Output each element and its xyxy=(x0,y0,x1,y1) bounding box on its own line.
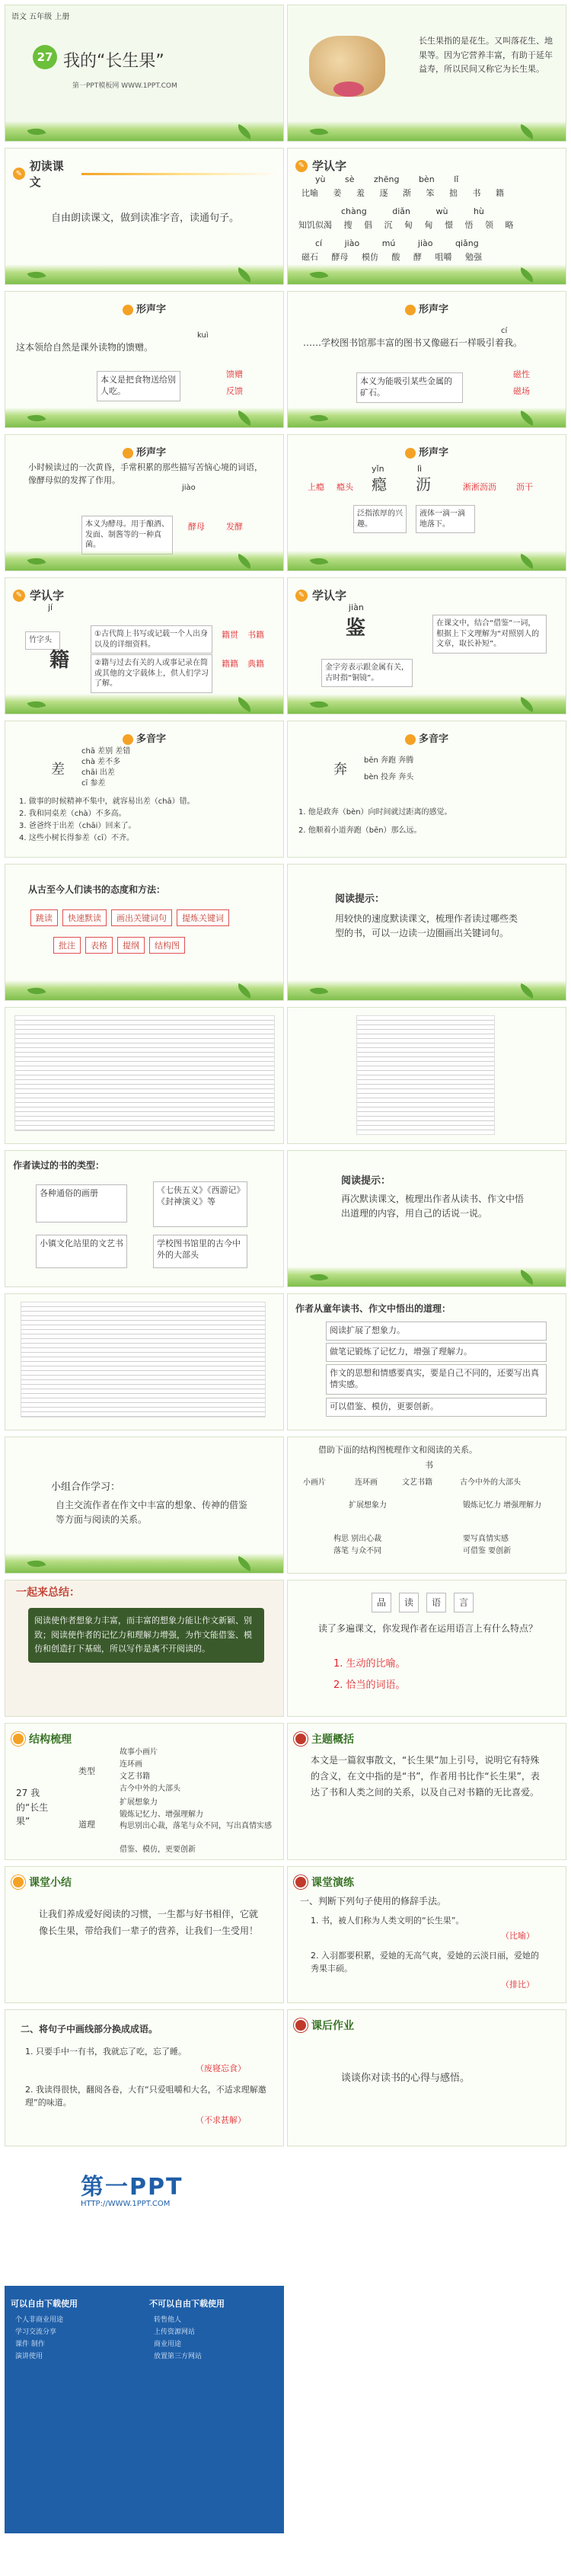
meaning-box: 本义为能吸引某些金属的矿石。 xyxy=(356,372,463,403)
grade-label: 语文 五年级 上册 xyxy=(11,13,70,21)
map-node: 连环画 xyxy=(355,1478,378,1487)
answer: （废寝忘食） xyxy=(196,2063,246,2073)
method-pill: 跳读 xyxy=(30,909,58,926)
slide-book-types xyxy=(5,1150,284,1287)
word: 沉 甸 甸 xyxy=(384,220,433,230)
pinyin: qiǎng xyxy=(455,238,479,248)
page-label xyxy=(5,1294,8,1295)
section-title: 学认字 xyxy=(30,589,65,602)
slide-intro xyxy=(287,5,566,142)
method-pill: 提纲 xyxy=(117,937,145,954)
reading-row: bēn 奔跑 奔腾 xyxy=(364,756,414,765)
word-tag: 反馈 xyxy=(226,386,243,396)
section-title: 课堂演练 xyxy=(311,1877,354,1889)
section-title: 学认字 xyxy=(312,589,347,602)
section-title: 主题概括 xyxy=(311,1734,354,1746)
branch-item: 故事小画片 xyxy=(120,1748,158,1756)
instruction-text: 自由朗读课文，做到读准字音，读通句子。 xyxy=(51,213,240,224)
character: 沥 xyxy=(416,475,431,494)
type-box: 学校图书馆里的古今中外的大部头 xyxy=(153,1235,247,1268)
practice-item: 2. 我读得很快，翻阅各卷，大有“只爱咀嚼和大名，不适求理解邀理”的味道。 xyxy=(25,2085,266,2108)
word-tag: 淅淅沥沥 xyxy=(463,482,496,492)
bell-icon xyxy=(405,448,416,459)
forbidden-title: 不可以自由下载使用 xyxy=(149,2299,225,2309)
meaning-box: ②籍与过去有关的人或事记录在简或其他的文字载体上，供人们学习了解。 xyxy=(91,654,212,693)
reading-row: chā 差别 差错 xyxy=(81,747,131,756)
map-node: 小画片 xyxy=(303,1478,326,1487)
allowed-item: 演讲使用 xyxy=(15,2353,43,2360)
root-node: 书 xyxy=(425,1460,433,1470)
pinyin: jiào xyxy=(417,238,433,248)
question: 作者读过的书的类型： xyxy=(13,1160,105,1171)
tip-title: 阅读提示： xyxy=(335,893,385,905)
word: 憬 悟 xyxy=(445,220,474,230)
section-title: 学认字 xyxy=(312,159,347,173)
example-sentence: 这本领给自然是课外读物的馈赠。 xyxy=(16,342,154,353)
pinyin: diǎn xyxy=(392,206,410,216)
allowed-title: 可以自由下载使用 xyxy=(11,2299,78,2309)
word: 酸 酵 xyxy=(391,252,422,262)
practice-item: 2. 他顺着小道奔跑（bēn）那么远。 xyxy=(298,826,422,835)
word-tag: 典籍 xyxy=(247,659,264,669)
word: 书 籍 xyxy=(472,188,504,198)
slide-phono-yin-li xyxy=(287,434,566,571)
pinyin: lǐ xyxy=(454,174,459,184)
bell-icon: ✎ xyxy=(295,160,308,172)
allowed-item: 学习交流分享 xyxy=(15,2328,57,2336)
tab-label: 品 xyxy=(372,1593,391,1612)
word-tag: 馈赠 xyxy=(226,369,243,379)
word-tag: 沥干 xyxy=(516,482,533,492)
reading-row: chà 差不多 xyxy=(81,758,121,766)
question: 从古至今人们读书的态度和方法： xyxy=(28,884,166,895)
slide-title xyxy=(5,5,284,142)
reading-row: bèn 投奔 奔头 xyxy=(364,773,414,781)
bell-icon: ✎ xyxy=(13,168,25,180)
word-tag: 上瘾 xyxy=(308,482,324,492)
word-tag: 籍籍 xyxy=(222,659,238,669)
section-title: 形声字 xyxy=(418,447,448,459)
method-pill: 快速默读 xyxy=(62,909,107,926)
logo-url: HTTP://WWW.1PPT.COM xyxy=(81,2200,171,2208)
reason-item: 阅读扩展了想象力。 xyxy=(326,1322,547,1341)
reading-row: cī 参差 xyxy=(81,779,106,788)
slide-char-jian xyxy=(287,577,566,714)
character: 奔 xyxy=(333,762,347,778)
pinyin: yǐn xyxy=(372,464,384,474)
slide-phono-jiao xyxy=(5,434,284,571)
reason-item: 可以借鉴、模仿，更要创新。 xyxy=(326,1398,547,1417)
slide-practice-1 xyxy=(287,1866,566,2003)
slide-reading-tip-2 xyxy=(287,1150,566,1287)
theme-body: 本文是一篇叙事散文，“长生果”加上引号，说明它有特殊的含义，在文中指的是“书”，作者用书比作“长生果”，表达了书和人类之间的关系，以及自己对书籍的无比喜爱。 xyxy=(311,1755,540,1798)
bell-icon: ✎ xyxy=(295,590,308,602)
slide-learn-chars xyxy=(287,148,566,285)
word: 领 略 xyxy=(485,220,514,230)
practice-item: 1. 只要手中一有书，我就忘了吃，忘了睡。 xyxy=(25,2047,187,2057)
section-title: 课后作业 xyxy=(311,2020,354,2032)
center-node: 27 我的“长生果” xyxy=(16,1788,49,1827)
section-title: 多音字 xyxy=(136,733,166,745)
pinyin: zhēng xyxy=(373,174,400,184)
word: 逐 渐 xyxy=(379,188,411,198)
slide-polyphone-ben xyxy=(287,721,566,858)
question: 二、将句子中画线部分换成成语。 xyxy=(21,2024,158,2034)
word: 磁石 xyxy=(301,252,318,262)
tip-body: 自主交流作者在作文中丰富的想象、传神的借鉴等方面与阅读的关系。 xyxy=(56,1500,248,1525)
word-tag: 酵母 xyxy=(188,522,205,532)
pinyin: jiào xyxy=(344,238,360,248)
intro-text: 长生果指的是花生。又叫落花生、地果等。因为它营养丰富，有助于延年益寿，所以民间又称它为长生果。 xyxy=(419,36,553,75)
forbidden-item: 转售他人 xyxy=(154,2316,182,2324)
slide-phono-ci xyxy=(287,291,566,428)
tab-row xyxy=(372,1593,474,1612)
map-node: 锻炼记忆力 增强理解力 xyxy=(463,1501,542,1510)
tip-body: 再次默读课文，梳理出作者从读书、作文中悟出道理的内容，用自己的话说一说。 xyxy=(341,1194,525,1219)
tab-label: 语 xyxy=(426,1593,446,1612)
type-box: 小镇文化站里的文艺书 xyxy=(36,1235,127,1268)
radical-tag: 竹字头 xyxy=(25,631,60,650)
allowed-item: 课件 制作 xyxy=(15,2341,45,2348)
pinyin: jiàn xyxy=(349,602,364,612)
slide-lesson-summary xyxy=(5,1866,284,2003)
slide-phono-kui xyxy=(5,291,284,428)
pinyin: jiào xyxy=(182,484,196,492)
slide-structure xyxy=(5,1723,284,1860)
branch-item: 文艺书籍 xyxy=(120,1772,150,1781)
bullet-icon xyxy=(11,1875,25,1889)
meaning-box: 金字旁表示跟金属有关，古时指“铜镜”。 xyxy=(321,659,413,687)
logo: 第一PPT xyxy=(81,2174,183,2200)
reason-item: 做笔记锻炼了记忆力，增强了理解力。 xyxy=(326,1343,547,1362)
branch-item: 锻炼记忆力、增强理解力 xyxy=(120,1811,203,1819)
meaning-box: 泛指浓厚的兴趣。 xyxy=(353,505,407,533)
meaning-box: ①古代简上书写或记载一个人出身以及的详细资料。 xyxy=(91,625,212,654)
bell-icon xyxy=(123,734,133,745)
pinyin: cí xyxy=(501,327,508,335)
word-tag: 籍贯 xyxy=(222,630,238,640)
bullet-icon xyxy=(294,1875,308,1889)
tab-label: 读 xyxy=(399,1593,419,1612)
forbidden-item: 上传资源网站 xyxy=(154,2328,196,2336)
practice-item: 4. 这些小树长得参差（cī）不齐。 xyxy=(19,834,134,842)
map-node: 古今中外的大部头 xyxy=(460,1478,521,1487)
text-page xyxy=(21,1302,266,1417)
word: 模仿 xyxy=(362,252,378,262)
meaning-box: 本义是把食物送给别人吃。 xyxy=(97,371,180,401)
lesson-title: 我的“长生果” xyxy=(63,52,164,71)
text-page xyxy=(356,1015,495,1135)
character: 瘾 xyxy=(372,475,387,494)
practice-item: 1. 他是政奔（bèn）向时间就过距离的感觉。 xyxy=(298,808,452,817)
forbidden-item: 放置第三方网站 xyxy=(154,2353,203,2360)
word: 咀嚼 勉强 xyxy=(435,252,482,262)
map-node: 扩展想象力 xyxy=(349,1501,387,1510)
example-sentence: 小时候读过的一次黄昏，手常积累的那些描写苦恼心境的词语，像酵母似的发挥了作用。 xyxy=(28,462,263,486)
character: 差 xyxy=(51,762,65,778)
word-tag: 发酵 xyxy=(226,522,243,532)
pinyin: yù xyxy=(315,174,326,184)
bell-icon xyxy=(123,305,133,315)
slide-text-3 xyxy=(5,1293,284,1430)
bell-icon: ✎ xyxy=(13,590,25,602)
word: 酵母 xyxy=(331,252,349,262)
tip-title: 小组合作学习： xyxy=(51,1481,121,1493)
character: 籍 xyxy=(49,649,70,672)
section-title: 初读课文 xyxy=(29,159,64,189)
practice-item: 2. 我和同桌差（chà）不多高。 xyxy=(19,810,126,818)
word-tag: 瘾头 xyxy=(337,482,353,492)
slide-polyphone-cha xyxy=(5,721,284,858)
bell-icon xyxy=(405,305,416,315)
slide-credits xyxy=(5,2153,284,2533)
branch-item: 借鉴、模仿，更要创新 xyxy=(120,1846,196,1854)
question: 读了多遍课文，你发现作者在运用语言上有什么特点？ xyxy=(318,1623,538,1634)
allowed-item: 个人非商业用途 xyxy=(15,2316,64,2324)
slide-reading-tip-1 xyxy=(287,864,566,1001)
answer: （不求甚解） xyxy=(196,2115,246,2125)
answer: （比喻） xyxy=(501,1931,534,1941)
bell-icon xyxy=(123,448,133,459)
slide-reading-methods xyxy=(5,864,284,1001)
meaning-box: 液体一滴一滴地落下。 xyxy=(416,505,475,533)
method-pill: 表格 xyxy=(85,937,113,954)
word-tag: 书籍 xyxy=(247,630,264,640)
section-title: 多音字 xyxy=(418,733,448,745)
practice-item: 1. 做事的时候精神不集中，就容易出差（chā）错。 xyxy=(19,797,195,806)
map-node: 文艺书籍 xyxy=(402,1478,432,1487)
homework-body: 谈谈你对读书的心得与感悟。 xyxy=(341,2073,471,2084)
branch-item: 古今中外的大部头 xyxy=(120,1785,180,1793)
bullet-icon xyxy=(294,1732,308,1746)
word: 姜 羞 xyxy=(333,188,365,198)
pinyin: hù xyxy=(473,206,484,216)
reading-row: chāi 出差 xyxy=(81,769,115,777)
pinyin: bèn xyxy=(418,174,435,184)
answer: 2. 恰当的词语。 xyxy=(333,1680,406,1691)
word: 知饥似渴 xyxy=(298,220,332,230)
map-node: 落笔 与众不同 xyxy=(333,1547,382,1555)
slide-homework xyxy=(287,2009,566,2146)
slide-char-ji xyxy=(5,577,284,714)
section-title: 形声字 xyxy=(136,447,166,459)
slide-text-2 xyxy=(287,1007,566,1144)
branch-item: 构思别出心裁，落笔与众不同，写出真情实感 xyxy=(120,1822,272,1830)
example-sentence: ……学校图书馆那丰富的图书又像磁石一样吸引着我。 xyxy=(303,337,523,348)
pinyin: wù xyxy=(435,206,448,216)
type-box: 《七侠五义》《西游记》《封神演义》等 xyxy=(153,1181,247,1227)
word: 笨 拙 xyxy=(426,188,458,198)
slide-language xyxy=(287,1580,566,1717)
tip-title: 阅读提示： xyxy=(341,1175,391,1187)
context-box: 在课文中，结合“借鉴”一词，根据上下文理解为“对照别人的文章，取长补短”。 xyxy=(432,615,547,654)
word-tag: 磁性 xyxy=(513,369,530,379)
site-text: 第一PPT模板网 WWW.1PPT.COM xyxy=(72,82,177,90)
section-title: 形声字 xyxy=(136,304,166,315)
text-page xyxy=(14,1015,275,1131)
tip-body: 用较快的速度默读课文，梳理作者读过哪些类型的书，可以一边读一边圈画出关键词句。 xyxy=(335,913,518,938)
practice-item: 2. 入羽都要积累，爱她的无高气爽，爱她的云淡日丽，爱她的秀果丰硕。 xyxy=(311,1951,539,1974)
bell-icon xyxy=(405,734,416,745)
bullet-icon xyxy=(11,1732,25,1746)
method-pill: 结构图 xyxy=(149,937,185,954)
slide-first-reading xyxy=(5,148,284,285)
method-list-2 xyxy=(51,935,279,956)
summary-title: 一起来总结： xyxy=(16,1587,80,1599)
slide-reasons xyxy=(287,1293,566,1430)
section-title: 形声字 xyxy=(418,304,448,315)
slide-summary xyxy=(5,1580,284,1717)
method-list xyxy=(28,907,272,928)
branch-item: 连环画 xyxy=(120,1760,142,1769)
tab-label: 言 xyxy=(454,1593,474,1612)
pinyin: kuì xyxy=(197,331,209,340)
meaning-box: 本义为酵母。用于酿酒、发面、制酱等的一种真菌。 xyxy=(81,516,173,555)
slide-group-study xyxy=(5,1437,284,1574)
question: 一、判断下列句子使用的修辞手法。 xyxy=(300,1896,447,1906)
slide-text-1 xyxy=(5,1007,284,1144)
method-pill: 批注 xyxy=(53,937,81,954)
pinyin: mú xyxy=(381,238,396,248)
pinyin: jí xyxy=(48,602,53,612)
pinyin: cí xyxy=(315,238,323,248)
practice-item: 3. 爸爸终于出差（chāi）回来了。 xyxy=(19,822,136,830)
slide-practice-2 xyxy=(5,2009,284,2146)
answer: 1. 生动的比喻。 xyxy=(333,1658,406,1670)
map-node: 要写真情实感 xyxy=(463,1535,509,1543)
lesson-number: 27 xyxy=(33,45,57,69)
map-node: 构思 别出心裁 xyxy=(333,1535,382,1543)
pinyin: sè xyxy=(344,174,355,184)
forbidden-item: 商业用途 xyxy=(154,2341,182,2348)
pinyin: chàng xyxy=(341,206,367,216)
peanut-image-2 xyxy=(333,81,364,97)
slide-theme xyxy=(287,1723,566,1860)
section-title: 课堂小结 xyxy=(29,1877,72,1889)
method-pill: 提炼关键词 xyxy=(177,909,229,926)
summary-body: 让我们养成爱好阅读的习惯，一生都与好书相伴，它就像长生果，带给我们一辈子的营养，让我们一生受用！ xyxy=(39,1909,259,1936)
bullet-icon xyxy=(294,2018,308,2032)
summary-box: 阅读使作者想象力丰富，而丰富的想象力能让作文新颖、别致；阅读使作者的记忆力和理解力增强，为作文能借鉴、模仿和创造打下基础，所以写作是离不开阅读的。 xyxy=(28,1608,264,1663)
word: 搜 倡 xyxy=(343,220,372,230)
answer: （排比） xyxy=(501,1980,534,1990)
branch-label: 道理 xyxy=(78,1820,95,1830)
question: 借助下面的结构图梳理作文和阅读的关系。 xyxy=(318,1445,477,1455)
character: 鉴 xyxy=(346,617,366,640)
method-pill: 画出关键词句 xyxy=(111,909,172,926)
type-box: 各种通俗的画册 xyxy=(36,1184,127,1222)
question: 作者从童年读书、作文中悟出的道理： xyxy=(295,1303,451,1314)
reason-item: 作文的思想和情感要真实，要是自己不同的，还要写出真情实感。 xyxy=(326,1364,547,1395)
branch-label: 类型 xyxy=(78,1766,95,1776)
branch-item: 扩展想象力 xyxy=(120,1798,158,1807)
slide-structure-map xyxy=(287,1437,566,1574)
word-tag: 磁场 xyxy=(513,386,530,396)
word: 比喻 xyxy=(301,188,318,198)
map-node: 可借鉴 要创新 xyxy=(463,1547,512,1555)
section-title: 结构梳理 xyxy=(29,1734,72,1746)
pinyin: lì xyxy=(417,464,423,474)
practice-item: 1. 书，被人们称为人类文明的“长生果”。 xyxy=(311,1916,464,1926)
